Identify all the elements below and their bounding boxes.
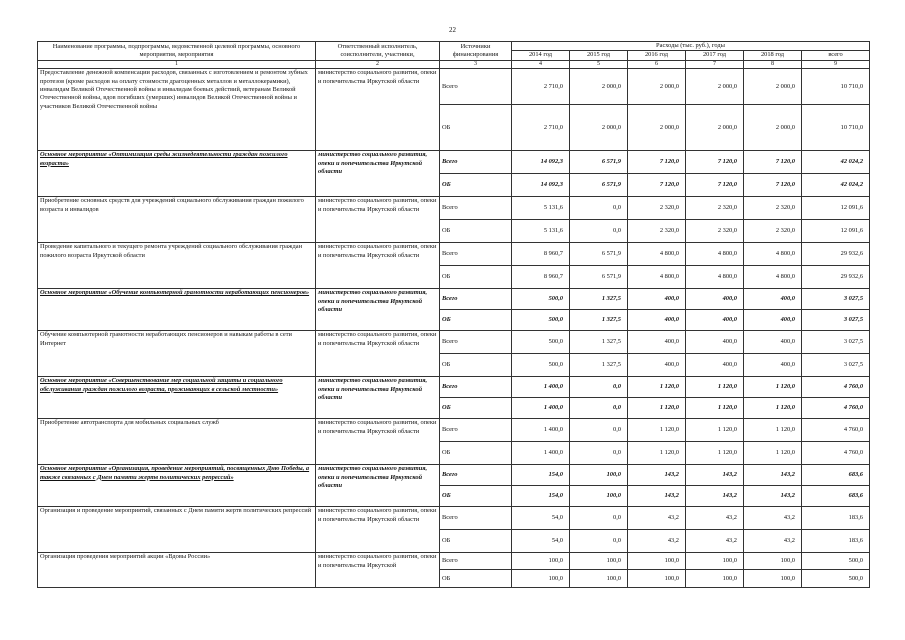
year-value: 143,2 bbox=[686, 486, 744, 507]
total-value: 4 760,0 bbox=[802, 442, 870, 465]
total-value: 42 024,2 bbox=[802, 151, 870, 174]
year-value: 1 120,0 bbox=[628, 442, 686, 465]
year-value: 43,2 bbox=[744, 530, 802, 553]
activity-row bbox=[38, 69, 870, 105]
funding-source: Всего bbox=[440, 465, 512, 486]
funding-source: Всего bbox=[440, 151, 512, 174]
year-value: 500,0 bbox=[512, 331, 570, 354]
main-activity-row bbox=[38, 377, 870, 398]
activity-row bbox=[38, 197, 870, 220]
year-value: 143,2 bbox=[628, 465, 686, 486]
year-value: 400,0 bbox=[628, 289, 686, 310]
activity-row bbox=[38, 331, 870, 354]
year-value: 143,2 bbox=[744, 465, 802, 486]
executor: министерство социального развития, опеки и попечительства Иркутской области bbox=[316, 465, 440, 507]
year-value: 43,2 bbox=[628, 507, 686, 530]
funding-source: ОБ bbox=[440, 442, 512, 465]
header-row bbox=[38, 42, 870, 51]
year-value: 1 400,0 bbox=[512, 419, 570, 442]
year-value: 2 000,0 bbox=[570, 105, 628, 151]
year-value: 4 800,0 bbox=[744, 243, 802, 266]
year-value: 5 131,6 bbox=[512, 197, 570, 220]
column-number: 1 bbox=[38, 60, 316, 69]
year-value: 7 120,0 bbox=[744, 174, 802, 197]
main-activity-row bbox=[38, 465, 870, 486]
activity-name: Основное мероприятие «Обучение компьютерной грамотности неработающих пенсионеров» bbox=[38, 289, 316, 331]
column-number: 4 bbox=[512, 60, 570, 69]
total-value: 4 760,0 bbox=[802, 377, 870, 398]
year-value: 4 800,0 bbox=[686, 243, 744, 266]
year-value: 400,0 bbox=[628, 354, 686, 377]
funding-source: ОБ bbox=[440, 310, 512, 331]
year-value: 0,0 bbox=[570, 220, 628, 243]
total-value: 4 760,0 bbox=[802, 398, 870, 419]
activity-name: Проведение капитального и текущего ремонта учреждений социального обслуживания граждан пожилого возраста Иркутской области bbox=[38, 243, 316, 289]
activity-name: Приобретение основных средств для учреждений социального обслуживания граждан пожилого возраста и инвалидов bbox=[38, 197, 316, 243]
year-value: 2 000,0 bbox=[628, 105, 686, 151]
header-year: 2018 год bbox=[744, 51, 802, 60]
year-value: 100,0 bbox=[686, 570, 744, 588]
executor: министерство социального развития, опеки и попечительства Иркутской области bbox=[316, 69, 440, 151]
year-value: 7 120,0 bbox=[686, 174, 744, 197]
total-value: 500,0 bbox=[802, 553, 870, 570]
total-value: 12 091,6 bbox=[802, 220, 870, 243]
total-value: 500,0 bbox=[802, 570, 870, 588]
executor: министерство социального развития, опеки и попечительства Иркутской bbox=[316, 553, 440, 588]
year-value: 4 800,0 bbox=[686, 266, 744, 289]
activity-name: Организация проведения мероприятий акции «Вдовы России» bbox=[38, 553, 316, 588]
year-value: 2 320,0 bbox=[686, 220, 744, 243]
total-value: 3 027,5 bbox=[802, 354, 870, 377]
year-value: 100,0 bbox=[512, 553, 570, 570]
year-value: 7 120,0 bbox=[686, 151, 744, 174]
funding-source: ОБ bbox=[440, 530, 512, 553]
year-value: 7 120,0 bbox=[628, 151, 686, 174]
column-number: 9 bbox=[802, 60, 870, 69]
year-value: 2 000,0 bbox=[686, 105, 744, 151]
year-value: 2 000,0 bbox=[686, 69, 744, 105]
year-value: 1 120,0 bbox=[686, 377, 744, 398]
funding-source: Всего bbox=[440, 243, 512, 266]
funding-source: ОБ bbox=[440, 174, 512, 197]
year-value: 154,0 bbox=[512, 486, 570, 507]
year-value: 500,0 bbox=[512, 310, 570, 331]
year-value: 7 120,0 bbox=[744, 151, 802, 174]
year-value: 1 120,0 bbox=[686, 442, 744, 465]
funding-source: ОБ bbox=[440, 220, 512, 243]
funding-source: ОБ bbox=[440, 398, 512, 419]
year-value: 8 960,7 bbox=[512, 243, 570, 266]
executor: министерство социального развития, опеки и попечительства Иркутской области bbox=[316, 377, 440, 419]
year-value: 1 120,0 bbox=[628, 377, 686, 398]
year-value: 400,0 bbox=[686, 310, 744, 331]
column-number: 8 bbox=[744, 60, 802, 69]
activity-row bbox=[38, 419, 870, 442]
year-value: 2 000,0 bbox=[570, 69, 628, 105]
year-value: 6 571,9 bbox=[570, 243, 628, 266]
total-value: 4 760,0 bbox=[802, 419, 870, 442]
year-value: 1 120,0 bbox=[744, 377, 802, 398]
year-value: 1 327,5 bbox=[570, 289, 628, 310]
funding-source: ОБ bbox=[440, 354, 512, 377]
year-value: 1 327,5 bbox=[570, 310, 628, 331]
year-value: 143,2 bbox=[744, 486, 802, 507]
year-value: 2 320,0 bbox=[628, 220, 686, 243]
year-value: 100,0 bbox=[686, 553, 744, 570]
year-value: 2 710,0 bbox=[512, 105, 570, 151]
year-value: 1 120,0 bbox=[744, 419, 802, 442]
year-value: 400,0 bbox=[686, 289, 744, 310]
funding-source: Всего bbox=[440, 331, 512, 354]
header-total: всего bbox=[802, 51, 870, 60]
executor: министерство социального развития, опеки и попечительства Иркутской области bbox=[316, 243, 440, 289]
year-value: 1 120,0 bbox=[628, 398, 686, 419]
year-value: 400,0 bbox=[686, 331, 744, 354]
funding-source: ОБ bbox=[440, 486, 512, 507]
total-value: 683,6 bbox=[802, 465, 870, 486]
activity-name: Приобретение автотранспорта для мобильных социальных служб bbox=[38, 419, 316, 465]
year-value: 43,2 bbox=[628, 530, 686, 553]
year-value: 1 400,0 bbox=[512, 377, 570, 398]
header-source: Источники финансирования bbox=[440, 42, 512, 61]
year-value: 0,0 bbox=[570, 442, 628, 465]
total-value: 29 932,6 bbox=[802, 243, 870, 266]
funding-source: Всего bbox=[440, 553, 512, 570]
year-value: 100,0 bbox=[744, 553, 802, 570]
year-value: 6 571,9 bbox=[570, 266, 628, 289]
year-value: 43,2 bbox=[686, 507, 744, 530]
executor: министерство социального развития, опеки и попечительства Иркутской области bbox=[316, 331, 440, 377]
year-value: 1 400,0 bbox=[512, 398, 570, 419]
year-value: 100,0 bbox=[744, 570, 802, 588]
activity-name: Обучение компьютерной грамотности неработающих пенсионеров и навыкам работы в сети Интернет bbox=[38, 331, 316, 377]
header-year: 2016 год bbox=[628, 51, 686, 60]
year-value: 2 000,0 bbox=[744, 105, 802, 151]
year-value: 400,0 bbox=[686, 354, 744, 377]
year-value: 6 571,9 bbox=[570, 151, 628, 174]
year-value: 54,0 bbox=[512, 530, 570, 553]
column-number: 5 bbox=[570, 60, 628, 69]
header-name: Наименование программы, подпрограммы, ведомственной целевой программы, основного мероприятия, мероприятия bbox=[38, 42, 316, 61]
total-value: 12 091,6 bbox=[802, 197, 870, 220]
funding-source: ОБ bbox=[440, 570, 512, 588]
year-value: 4 800,0 bbox=[628, 266, 686, 289]
year-value: 0,0 bbox=[570, 197, 628, 220]
year-value: 6 571,9 bbox=[570, 174, 628, 197]
total-value: 183,6 bbox=[802, 507, 870, 530]
column-number: 3 bbox=[440, 60, 512, 69]
year-value: 154,0 bbox=[512, 465, 570, 486]
total-value: 183,6 bbox=[802, 530, 870, 553]
year-value: 143,2 bbox=[628, 486, 686, 507]
year-value: 1 120,0 bbox=[744, 398, 802, 419]
funding-source: Всего bbox=[440, 419, 512, 442]
funding-source: ОБ bbox=[440, 105, 512, 151]
year-value: 54,0 bbox=[512, 507, 570, 530]
executor: министерство социального развития, опеки и попечительства Иркутской области bbox=[316, 151, 440, 197]
year-value: 0,0 bbox=[570, 377, 628, 398]
year-value: 500,0 bbox=[512, 289, 570, 310]
header-year: 2015 год bbox=[570, 51, 628, 60]
year-value: 2 320,0 bbox=[628, 197, 686, 220]
year-value: 1 120,0 bbox=[686, 398, 744, 419]
header-numbers-row bbox=[38, 60, 870, 69]
year-value: 400,0 bbox=[744, 331, 802, 354]
header-expenses: Расходы (тыс. руб.), годы bbox=[512, 42, 870, 51]
column-number: 2 bbox=[316, 60, 440, 69]
year-value: 1 120,0 bbox=[686, 419, 744, 442]
activity-name: Основное мероприятие «Совершенствование мер социальной защиты и социального обслуживания граждан пожилого возраста, проживающих в сельской местности» bbox=[38, 377, 316, 419]
year-value: 100,0 bbox=[570, 570, 628, 588]
year-value: 1 120,0 bbox=[628, 419, 686, 442]
funding-source: Всего bbox=[440, 289, 512, 310]
table-body bbox=[38, 42, 870, 588]
year-value: 14 092,3 bbox=[512, 174, 570, 197]
funding-source: ОБ bbox=[440, 266, 512, 289]
funding-source: Всего bbox=[440, 197, 512, 220]
year-value: 100,0 bbox=[570, 486, 628, 507]
header-year: 2014 год bbox=[512, 51, 570, 60]
expenses-table bbox=[37, 41, 870, 588]
year-value: 43,2 bbox=[744, 507, 802, 530]
year-value: 143,2 bbox=[686, 465, 744, 486]
header-year: 2017 год bbox=[686, 51, 744, 60]
year-value: 5 131,6 bbox=[512, 220, 570, 243]
main-activity-row bbox=[38, 289, 870, 310]
activity-row bbox=[38, 553, 870, 570]
year-value: 0,0 bbox=[570, 419, 628, 442]
year-value: 2 000,0 bbox=[628, 69, 686, 105]
year-value: 400,0 bbox=[744, 354, 802, 377]
total-value: 29 932,6 bbox=[802, 266, 870, 289]
page-number: 22 bbox=[449, 26, 456, 34]
executor: министерство социального развития, опеки и попечительства Иркутской области bbox=[316, 419, 440, 465]
total-value: 10 710,0 bbox=[802, 105, 870, 151]
year-value: 2 710,0 bbox=[512, 69, 570, 105]
year-value: 400,0 bbox=[628, 331, 686, 354]
year-value: 43,2 bbox=[686, 530, 744, 553]
year-value: 100,0 bbox=[570, 553, 628, 570]
year-value: 400,0 bbox=[744, 289, 802, 310]
total-value: 42 024,2 bbox=[802, 174, 870, 197]
funding-source: Всего bbox=[440, 69, 512, 105]
year-value: 4 800,0 bbox=[744, 266, 802, 289]
executor: министерство социального развития, опеки и попечительства Иркутской области bbox=[316, 197, 440, 243]
year-value: 2 000,0 bbox=[744, 69, 802, 105]
year-value: 400,0 bbox=[744, 310, 802, 331]
column-number: 6 bbox=[628, 60, 686, 69]
year-value: 14 092,3 bbox=[512, 151, 570, 174]
total-value: 683,6 bbox=[802, 486, 870, 507]
funding-source: Всего bbox=[440, 507, 512, 530]
total-value: 3 027,5 bbox=[802, 331, 870, 354]
activity-name: Предоставление денежной компенсации расходов, связанных с изготовлением и ремонтом зубных протезов (кроме расходов на оплату стоимости драгоценных металлов и металлокерамики), инвалидам Великой Отечественной войны и инвалидам боевых действий, ветеранам Великой Отечественной войны, вдов погибших (умерших) инвалидов Великой Отечественной войны и участников Великой Отечественной войны bbox=[38, 69, 316, 151]
activity-name: Организация и проведение мероприятий, связанных с Днем памяти жертв политических репрессий bbox=[38, 507, 316, 553]
year-value: 7 120,0 bbox=[628, 174, 686, 197]
year-value: 0,0 bbox=[570, 398, 628, 419]
funding-source: Всего bbox=[440, 377, 512, 398]
year-value: 2 320,0 bbox=[744, 220, 802, 243]
year-value: 100,0 bbox=[628, 553, 686, 570]
main-activity-row bbox=[38, 151, 870, 174]
year-value: 100,0 bbox=[512, 570, 570, 588]
activity-row bbox=[38, 507, 870, 530]
year-value: 0,0 bbox=[570, 530, 628, 553]
executor: министерство социального развития, опеки и попечительства Иркутской области bbox=[316, 507, 440, 553]
year-value: 1 120,0 bbox=[744, 442, 802, 465]
activity-name: Основное мероприятие «Оптимизация среды жизнедеятельности граждан пожилого возраста» bbox=[38, 151, 316, 197]
activity-row bbox=[38, 243, 870, 266]
total-value: 3 027,5 bbox=[802, 289, 870, 310]
year-value: 8 960,7 bbox=[512, 266, 570, 289]
year-value: 0,0 bbox=[570, 507, 628, 530]
year-value: 500,0 bbox=[512, 354, 570, 377]
year-value: 1 327,5 bbox=[570, 354, 628, 377]
activity-name: Основное мероприятие «Организация, проведение мероприятий, посвященных Дню Победы, а также связанных с Днем памяти жертв политических репрессий» bbox=[38, 465, 316, 507]
total-value: 3 027,5 bbox=[802, 310, 870, 331]
year-value: 100,0 bbox=[628, 570, 686, 588]
year-value: 100,0 bbox=[570, 465, 628, 486]
header-executor: Ответственный исполнитель, соисполнители, участники, bbox=[316, 42, 440, 61]
year-value: 400,0 bbox=[628, 310, 686, 331]
column-number: 7 bbox=[686, 60, 744, 69]
year-value: 1 400,0 bbox=[512, 442, 570, 465]
year-value: 4 800,0 bbox=[628, 243, 686, 266]
executor: министерство социального развития, опеки и попечительства Иркутской области bbox=[316, 289, 440, 331]
year-value: 2 320,0 bbox=[686, 197, 744, 220]
total-value: 10 710,0 bbox=[802, 69, 870, 105]
year-value: 2 320,0 bbox=[744, 197, 802, 220]
year-value: 1 327,5 bbox=[570, 331, 628, 354]
